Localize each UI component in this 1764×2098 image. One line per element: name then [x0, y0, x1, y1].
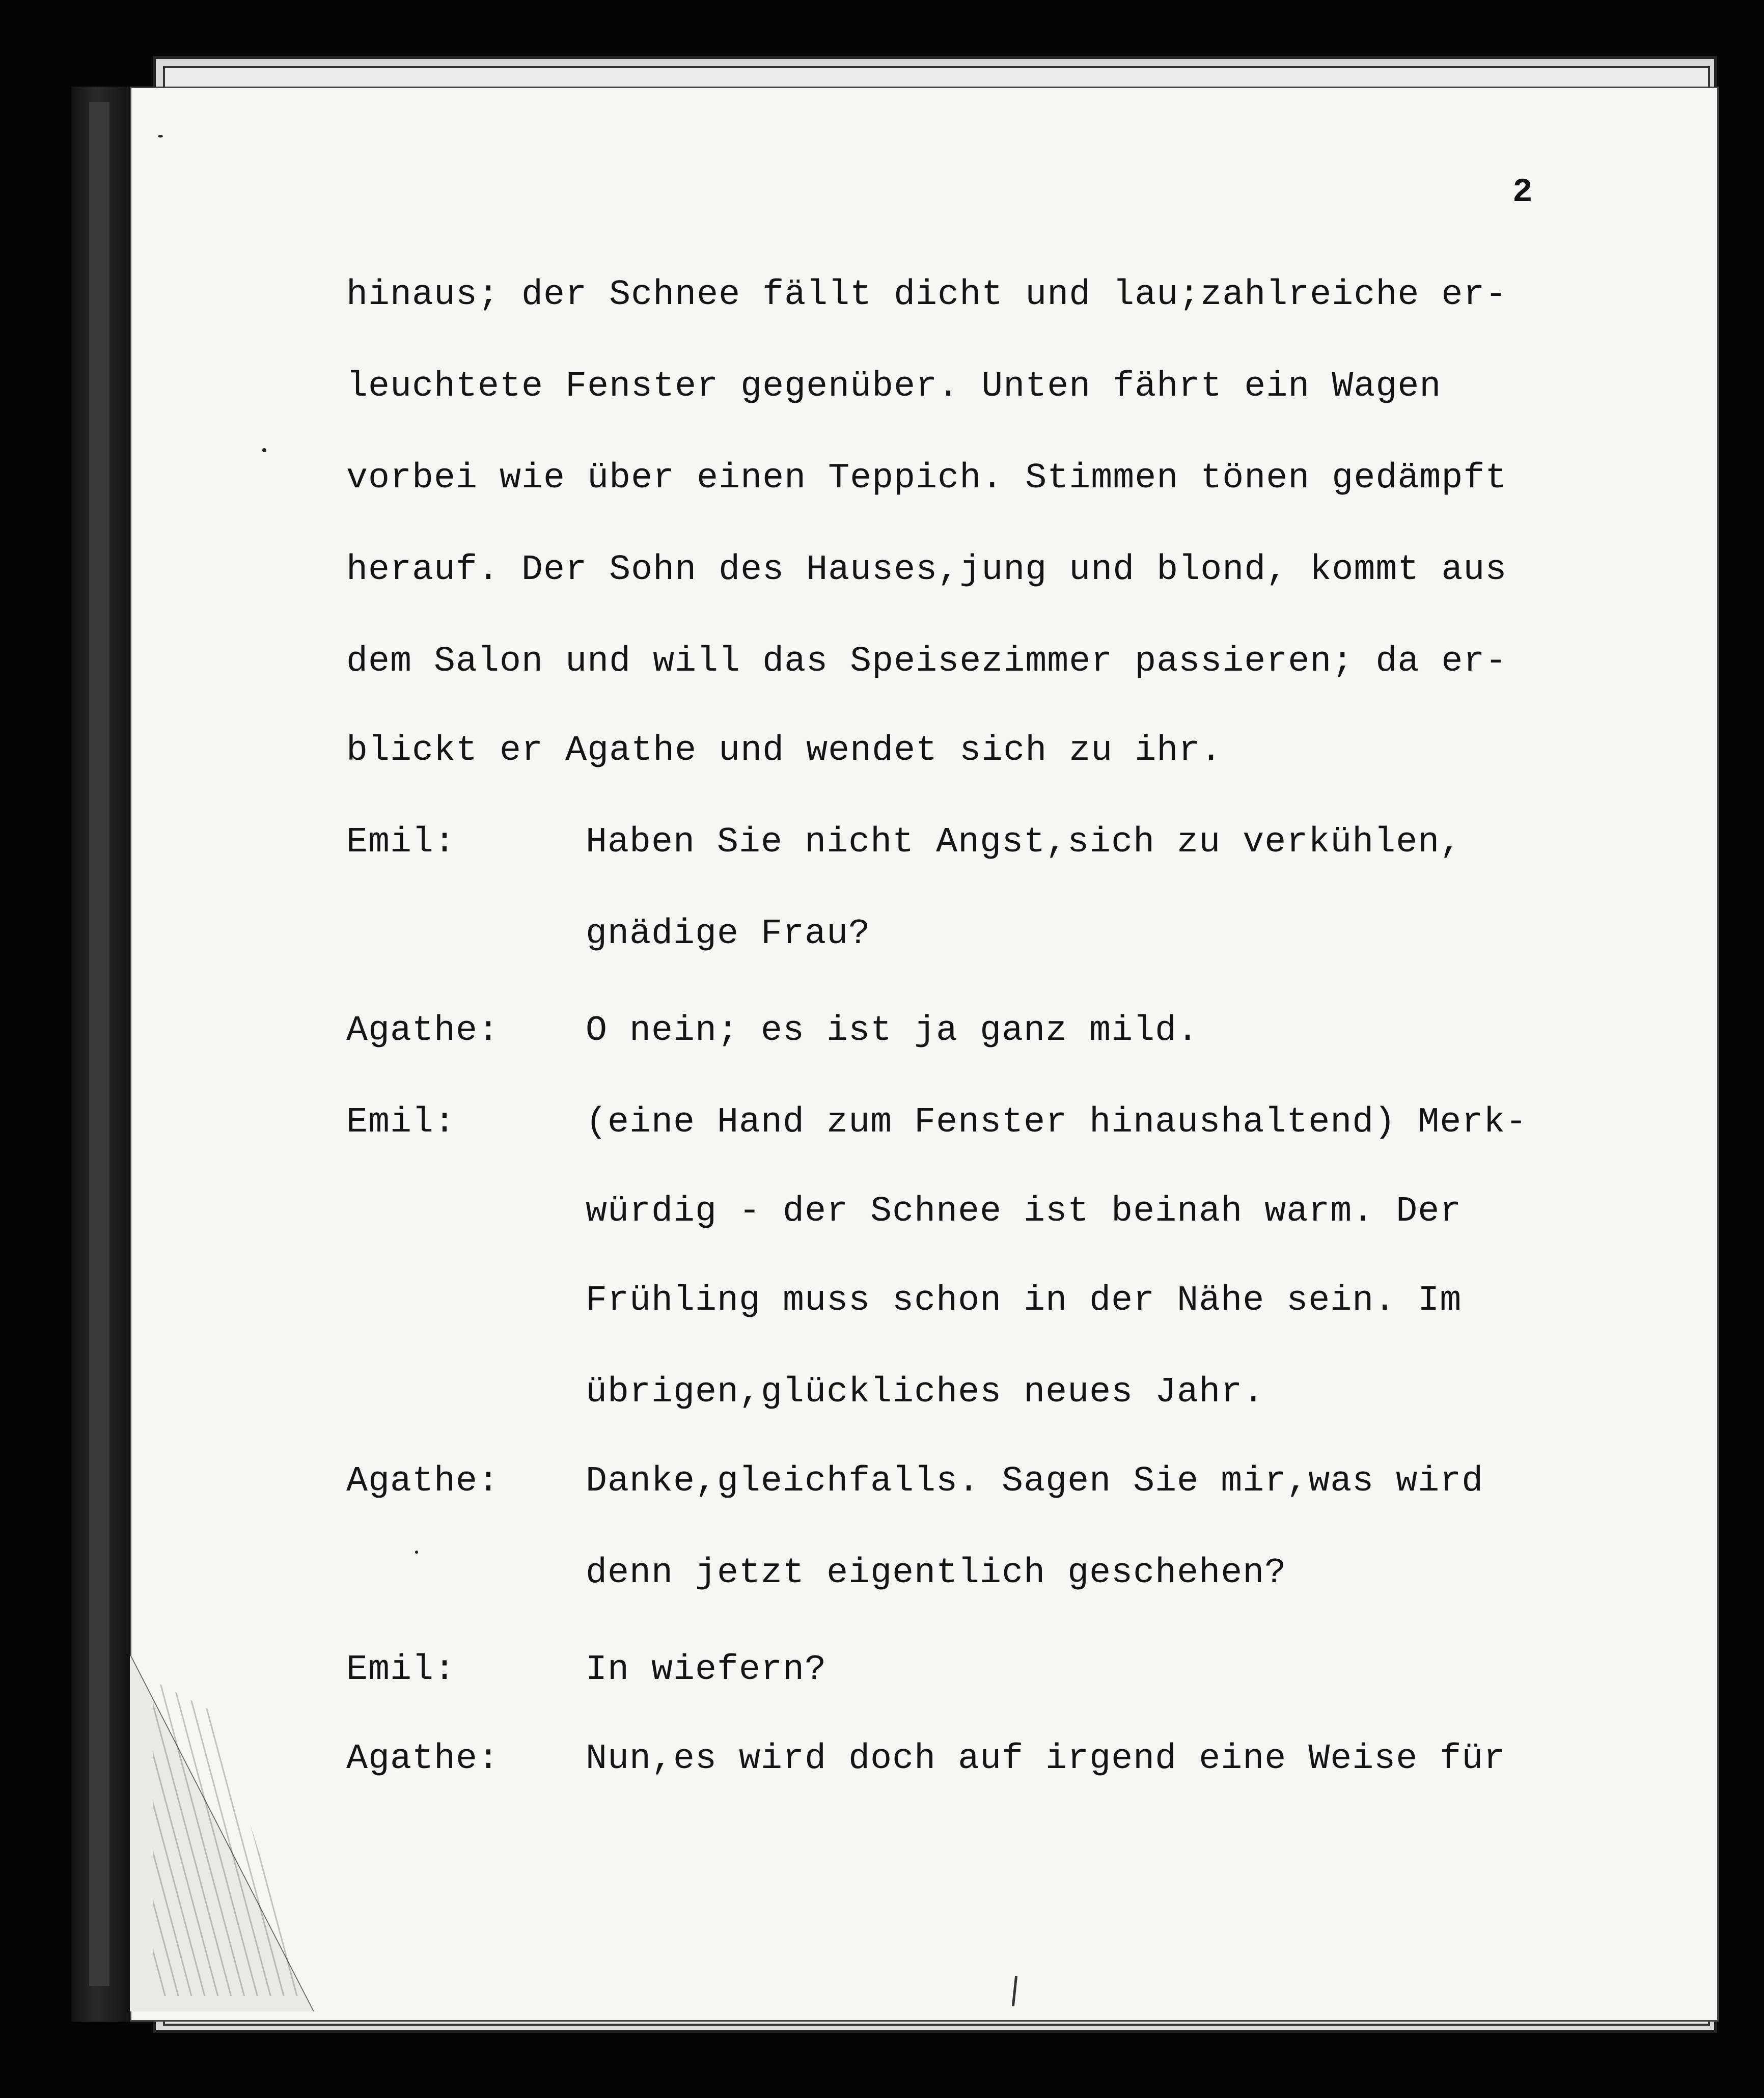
stage-direction-line: hinaus; der Schnee fällt dicht und lau;zahlreiche er-: [346, 275, 1507, 315]
scan-speck: [262, 448, 266, 452]
dialogue-line: Danke,gleichfalls. Sagen Sie mir,was wird: [586, 1461, 1484, 1502]
dialogue-line: Nun,es wird doch auf irgend eine Weise für: [586, 1739, 1506, 1779]
stage-direction-line: dem Salon und will das Speisezimmer passieren; da er-: [346, 642, 1507, 682]
stage-direction-line: blickt er Agathe und wendet sich zu ihr.: [346, 731, 1223, 771]
speaker-name: Emil:: [346, 822, 456, 863]
binding-strip: [89, 102, 109, 1986]
speaker-name: Agathe:: [346, 1461, 500, 1502]
dialogue-line: (eine Hand zum Fenster hinaushaltend) Merk-: [586, 1102, 1528, 1143]
stage-direction-line: leuchtete Fenster gegenüber. Unten fährt ein Wagen: [346, 367, 1442, 407]
dialogue-line: würdig - der Schnee ist beinah warm. Der: [586, 1192, 1462, 1232]
speaker-name: Agathe:: [346, 1739, 500, 1779]
dialogue-line: O nein; es ist ja ganz mild.: [586, 1011, 1199, 1051]
stage-direction-line: herauf. Der Sohn des Hauses,jung und blond, kommt aus: [346, 550, 1507, 590]
dialogue-line: gnädige Frau?: [586, 914, 871, 954]
speaker-name: Emil:: [346, 1102, 456, 1143]
dialogue-line: übrigen,glückliches neues Jahr.: [586, 1372, 1265, 1413]
speaker-name: Agathe:: [346, 1011, 500, 1051]
page-number: 2: [1512, 173, 1533, 211]
dialogue-line: denn jetzt eigentlich geschehen?: [586, 1553, 1287, 1593]
dialogue-line: In wiefern?: [586, 1650, 827, 1690]
scan-speck: [415, 1551, 418, 1554]
dialogue-line: Frühling muss schon in der Nähe sein. Im: [586, 1281, 1462, 1321]
speaker-name: Emil:: [346, 1650, 456, 1690]
stage-direction-line: vorbei wie über einen Teppich. Stimmen tönen gedämpft: [346, 458, 1507, 499]
scan-speck: [158, 135, 163, 137]
dialogue-line: Haben Sie nicht Angst,sich zu verkühlen,: [586, 822, 1462, 863]
